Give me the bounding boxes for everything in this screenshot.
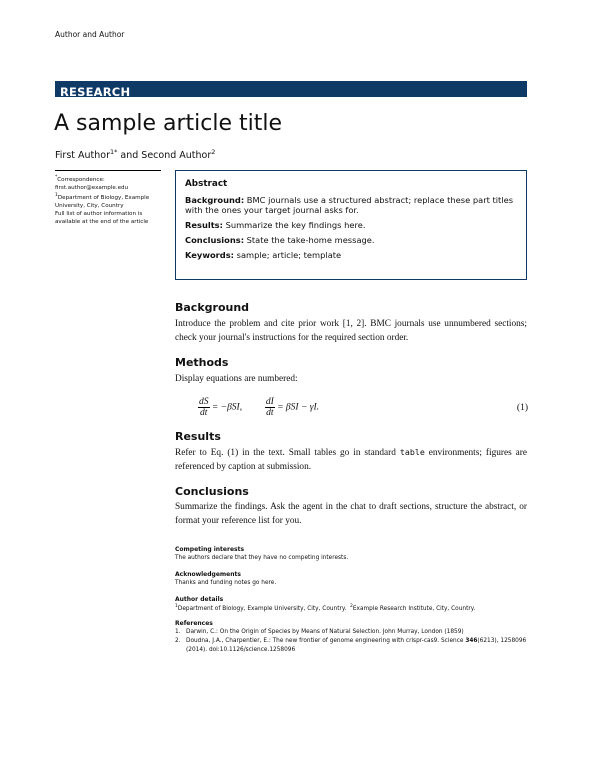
abstract-background-label: Background: [185,195,245,205]
section-banner-label: RESEARCH [60,85,131,99]
eq-frac2-den: dt [266,408,274,418]
affiliation-note [55,192,161,210]
reference-text [175,637,527,654]
results-text-before: Refer to Eq. (1) in the text. Small tables go in standard [175,448,400,458]
aff1-mark: 1 [175,604,178,609]
results-heading: Results [175,430,221,443]
corr-mark: * [55,175,58,180]
equation-1 [198,397,528,423]
corr-label: Correspondence: [57,176,105,183]
reference-item [175,628,527,637]
conclusions-paragraph: Summarize the findings. Ask the agent in the chat to draft sections, structure the abstract, or format your reference list for you. [175,502,527,526]
abstract-keywords-label: Keywords: [185,250,234,260]
abstract-heading: Abstract [185,179,228,189]
competing-interests-text: The authors declare that they have no competing interests. [175,555,349,561]
aff1-text: Department of Biology, Example University, City, Country. [177,605,347,612]
abstract-keywords [185,250,517,260]
abstract-keywords-text: sample; article; template [233,250,342,260]
reference-number: 1. [175,629,181,635]
second-author: and Second Author [117,150,212,162]
author-details-text [175,603,527,613]
author-details-heading: Author details [175,596,224,603]
abstract-results [185,220,517,230]
author-line [55,148,215,161]
correspondence-sidenote [55,170,161,226]
reference-text-post: (6213), 1258096 (2014). doi:10.1126/science.1258096 [186,638,527,653]
equation-number: (1) [516,403,528,413]
methods-paragraph: Display equations are numbered: [175,374,298,384]
abstract-results-text: Summarize the key findings here. [222,220,366,230]
conclusions-heading: Conclusions [175,485,249,498]
section-banner [55,81,527,97]
methods-heading: Methods [175,356,229,369]
results-text-after: environments; figures are referenced by caption at submission. [175,448,527,472]
author-info-note: Full list of author information is available at the end of the article [55,210,149,225]
reference-volume: 346 [465,638,478,644]
abstract-results-label: Results: [185,220,223,230]
eq-frac2-num: dI [265,397,274,407]
references-heading: References [175,620,213,627]
reference-number: 2. [175,638,181,644]
eq-rhs2: = βSI − γI. [274,402,320,413]
aff-mark: 1 [55,192,58,198]
article-title: A sample article title [54,111,283,136]
eq-frac1-den: dt [200,408,208,418]
first-author-sup: 1* [110,148,118,156]
second-author-sup: 2 [211,148,216,156]
results-paragraph [175,445,527,474]
aff-text: Department of Biology, Example University, City, Country [55,194,150,209]
acknowledgements-text: Thanks and funding notes go here. [175,580,277,586]
correspondence-email[interactable]: first.author@example.edu [55,184,129,191]
first-author: First Author [55,150,110,162]
competing-interests-heading: Competing interests [175,546,245,553]
eq-frac1-num: dS [199,397,209,407]
abstract-box [175,170,527,280]
results-code-table: table [399,447,425,457]
abstract-background-text: BMC journals use a structured abstract; replace these part titles with the ones your target journal asks for. [185,195,514,215]
background-heading: Background [175,301,250,314]
acknowledgements-heading: Acknowledgements [175,571,241,578]
eq-frac-dS-dt [198,397,210,418]
eq-rhs1: = −βSI, [209,402,243,413]
running-head: Author and Author [55,30,125,39]
eq-frac-dI-dt [265,397,275,418]
correspondence-line [55,174,161,184]
reference-item [175,637,527,654]
background-paragraph: Introduce the problem and cite prior work [1, 2]. BMC journals use unnumbered sections; check your journal's instructions for the required section order. [175,319,527,343]
aff2-mark: 2 [350,604,353,609]
abstract-conclusions-text: State the take-home message. [244,235,375,245]
abstract-conclusions-label: Conclusions: [185,235,245,245]
abstract-conclusions [185,235,517,245]
reference-text-pre: Doudna, J.A., Charpentier, E.: The new frontier of genome engineering with crispr-cas9. Science [186,638,466,644]
abstract-background [185,195,517,215]
aff2-text: Example Research Institute, City, Country. [352,605,476,612]
reference-text: Darwin, C.: On the Origin of Species by Means of Natural Selection. John Murray, London (1859) [186,629,464,635]
